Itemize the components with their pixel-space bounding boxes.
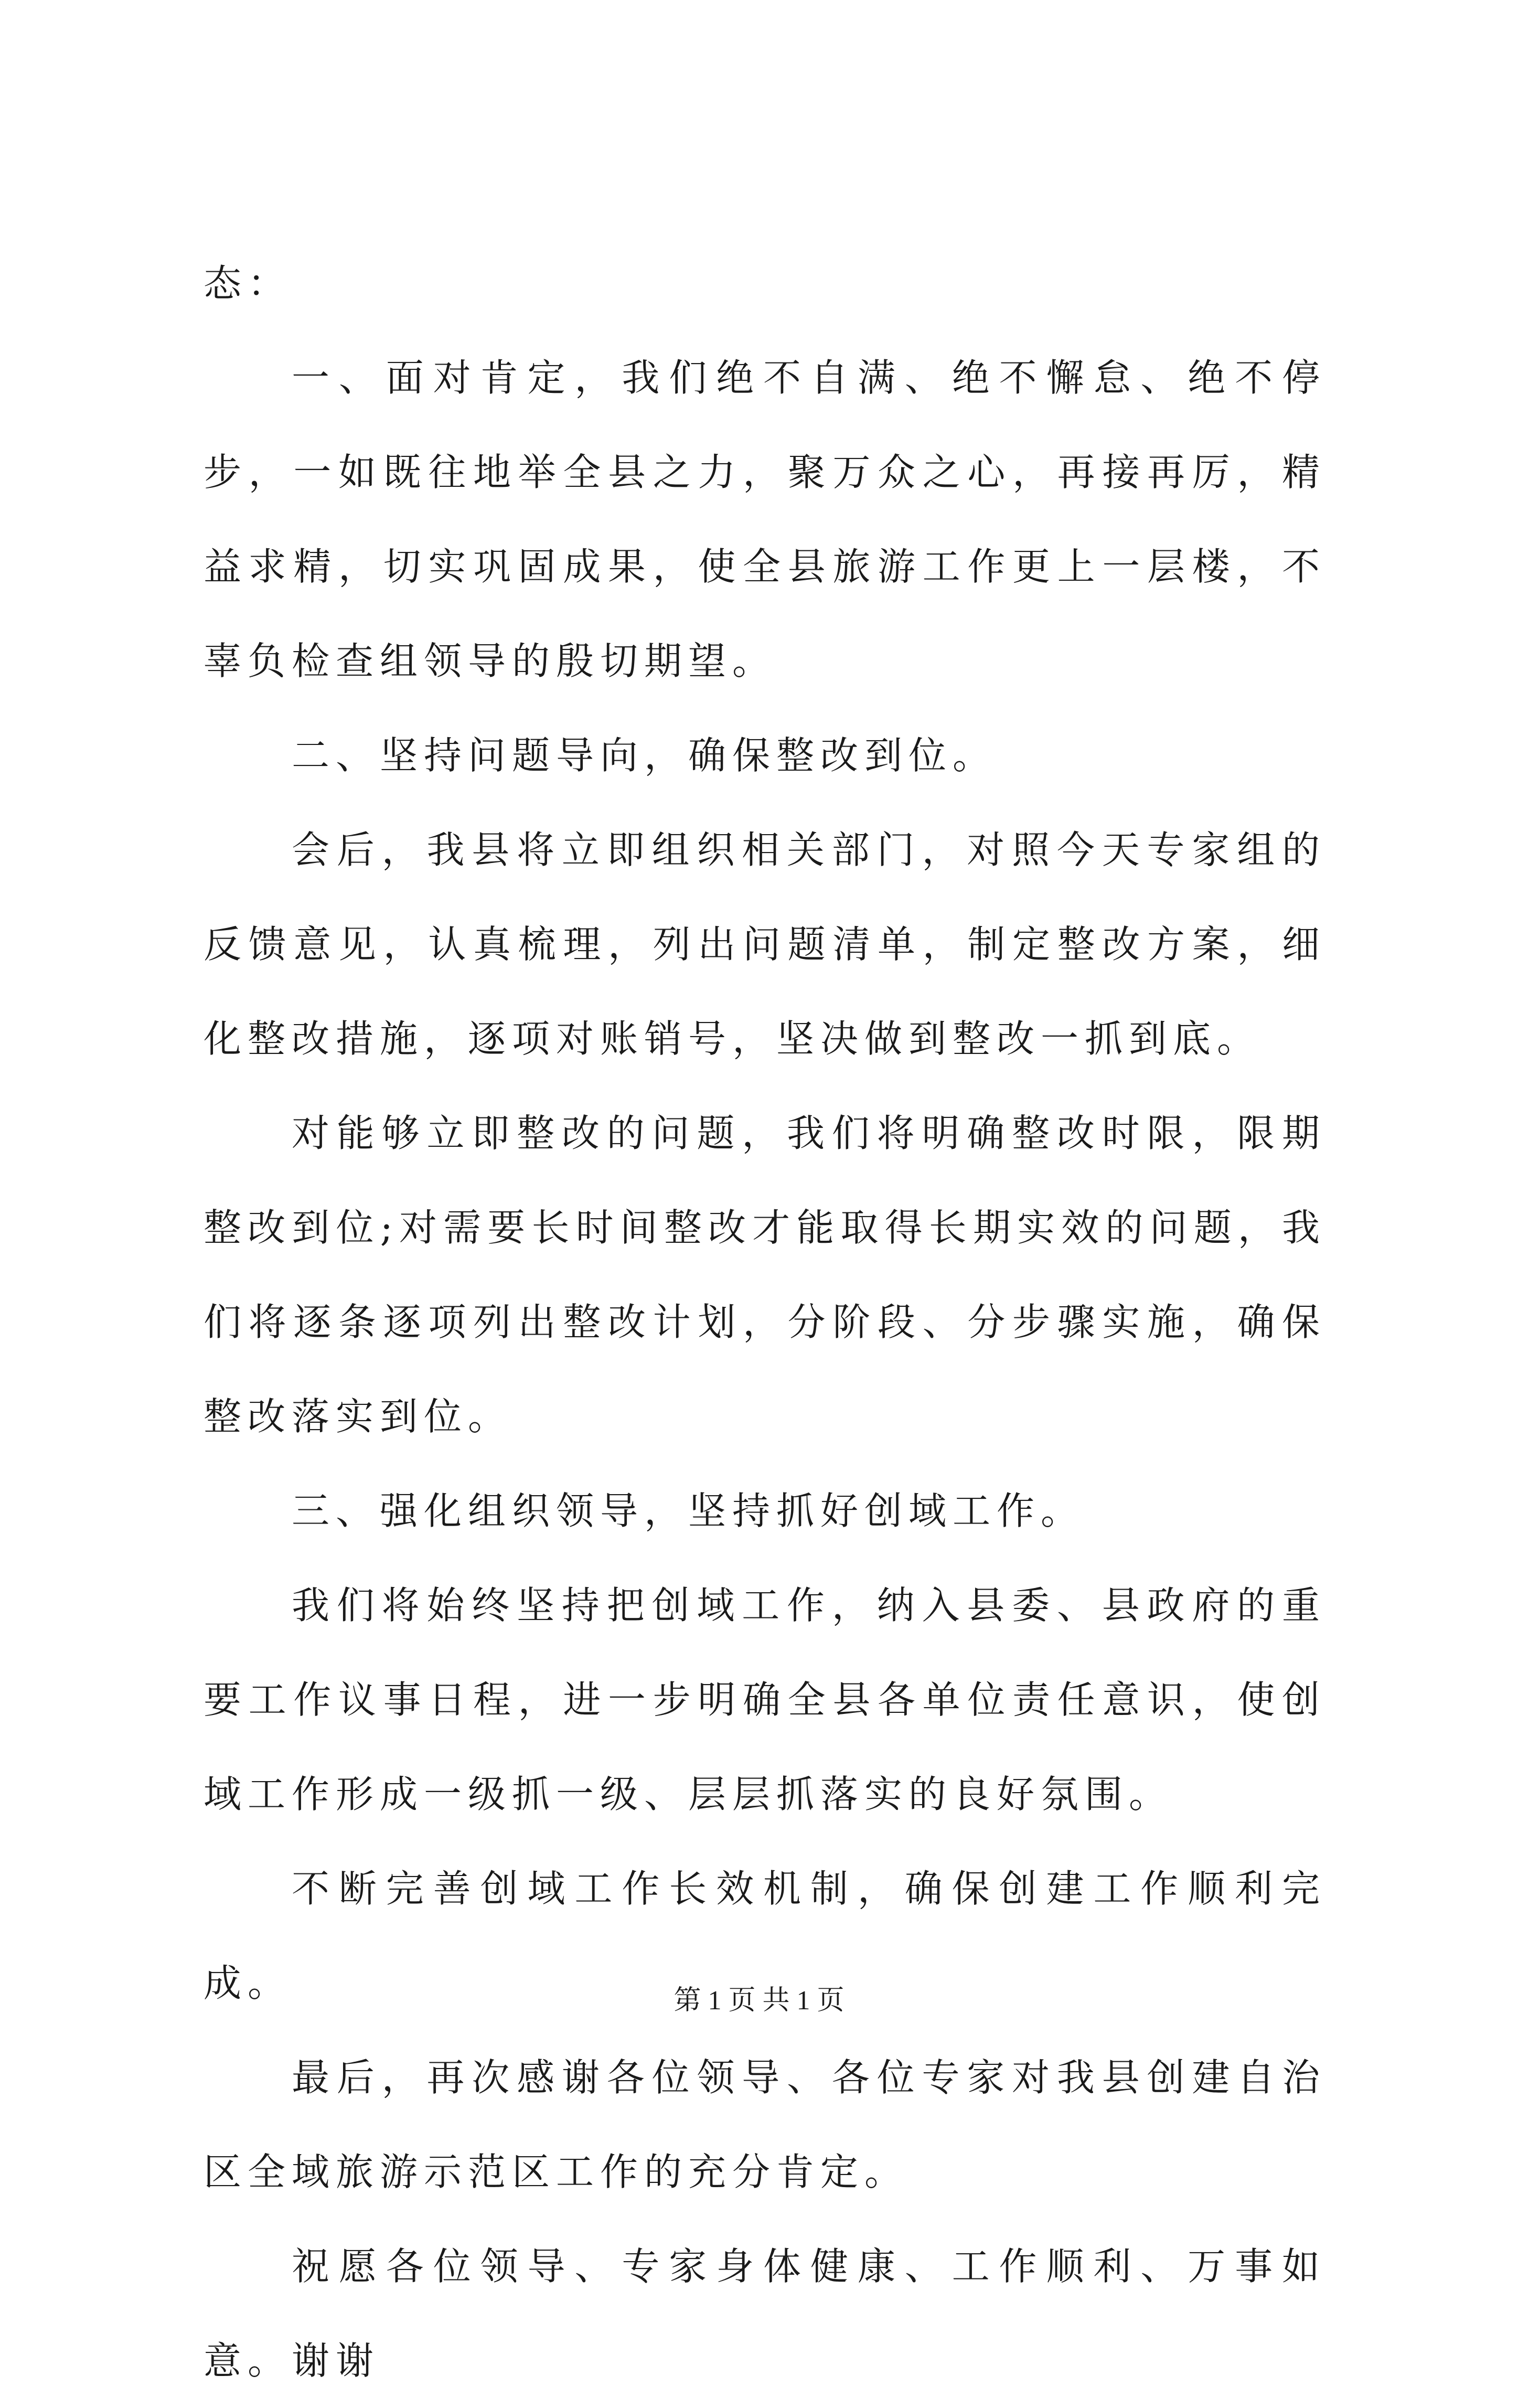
heading-point-two: 二、坚持问题导向，确保整改到位。 (292, 733, 997, 777)
document-body (204, 236, 1326, 2408)
paragraph-thanks: 最后，再次感谢各位领导、各位专家对我县创建自治区全域旅游示范区工作的充分肯定。 (204, 2055, 1326, 2194)
paragraph-closing: 祝愿各位领导、专家身体健康、工作顺利、万事如意。谢谢 (204, 2244, 1326, 2383)
paragraph-deadlines: 对能够立即整改的问题，我们将明确整改时限，限期整改到位;对需要长时间整改才能取得长期实效的问题，我们将逐条逐项列出整改计划，分阶段、分步骤实施，确保整改落实到位。 (204, 1111, 1326, 1439)
page-number-label: 第 1 页 共 1 页 (674, 1986, 844, 2016)
paragraph-continuation: 态： (204, 261, 292, 305)
paragraph-mechanism: 不断完善创域工作长效机制，确保创建工作顺利完成。 (204, 1867, 1326, 2005)
paragraph-point-one: 一、面对肯定，我们绝不自满、绝不懈怠、绝不停步，一如既往地举全县之力，聚万众之心，再接再厉，精益求精，切实巩固成果，使全县旅游工作更上一层楼，不辜负检查组领导的殷切期望。 (204, 356, 1326, 683)
paragraph-leadership: 我们将始终坚持把创域工作，纳入县委、县政府的重要工作议事日程，进一步明确全县各单位责任意识，使创域工作形成一级抓一级、层层抓落实的良好氛围。 (204, 1583, 1326, 1816)
paragraph-rectification: 会后，我县将立即组织相关部门，对照今天专家组的反馈意见，认真梳理，列出问题清单，制定整改方案，细化整改措施，逐项对账销号，坚决做到整改一抓到底。 (204, 828, 1326, 1061)
heading-point-three: 三、强化组织领导，坚持抓好创域工作。 (292, 1489, 1085, 1533)
page-footer (0, 1978, 1518, 2017)
